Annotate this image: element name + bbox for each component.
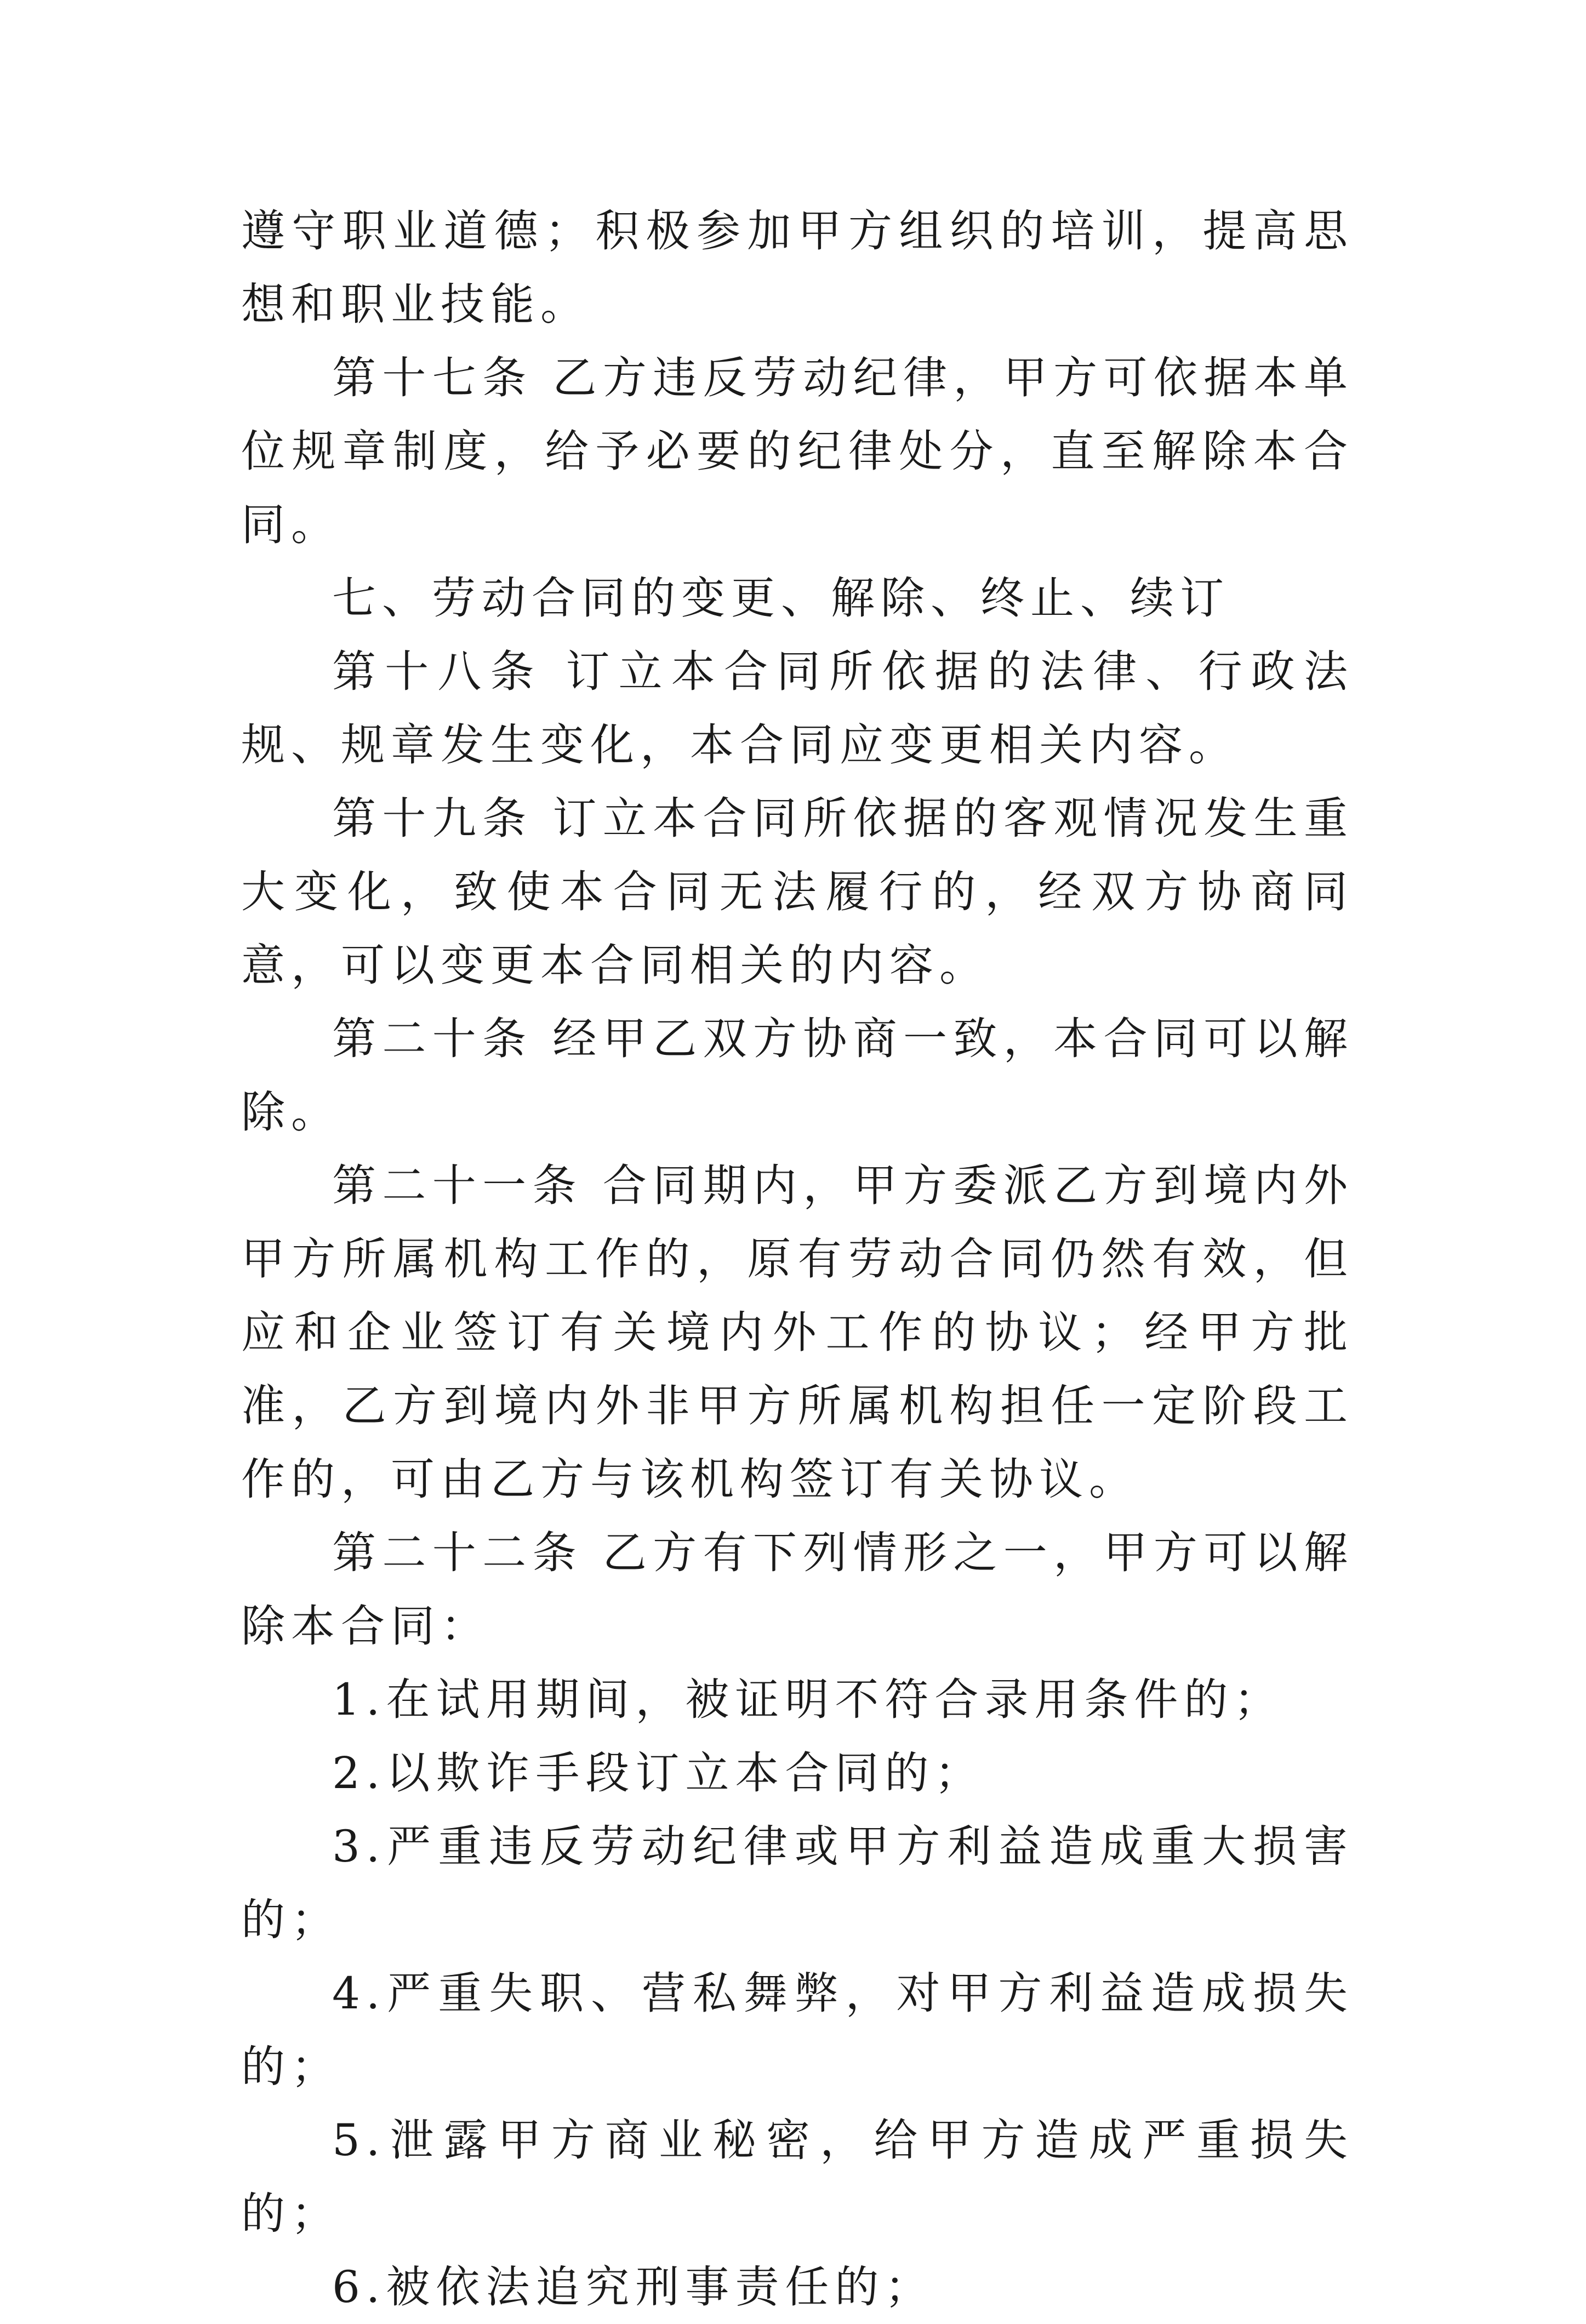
list-item-5: 5.泄露甲方商业秘密，给甲方造成严重损失的； — [241, 2115, 1354, 2239]
article-18: 第十八条 订立本合同所依据的法律、行政法规、规章发生变化，本合同应变更相关内容。 — [241, 646, 1354, 770]
list-item-3: 3.严重违反劳动纪律或甲方利益造成重大损害的； — [241, 1821, 1354, 1945]
article-17: 第十七条 乙方违反劳动纪律，甲方可依据本单位规章制度，给予必要的纪律处分，直至解除本合同。 — [241, 352, 1354, 550]
list-item-1: 1.在试用期间，被证明不符合录用条件的； — [332, 1674, 1284, 1725]
section-heading-7: 七、劳动合同的变更、解除、终止、续订 — [332, 573, 1230, 624]
list-item-4: 4.严重失职、营私舞弊，对甲方利益造成损失的； — [241, 1968, 1354, 2092]
paragraph-continuation: 遵守职业道德；积极参加甲方组织的培训，提高思想和职业技能。 — [241, 205, 1354, 330]
list-item-2: 2.以欺诈手段订立本合同的； — [332, 1748, 985, 1798]
article-20: 第二十条 经甲乙双方协商一致，本合同可以解除。 — [241, 1013, 1354, 1138]
article-19: 第十九条 订立本合同所依据的客观情况发生重大变化，致使本合同无法履行的，经双方协商同意，可以变更本合同相关的内容。 — [241, 793, 1354, 991]
document-body — [241, 195, 1354, 2324]
article-21: 第二十一条 合同期内，甲方委派乙方到境内外甲方所属机构工作的，原有劳动合同仍然有效，但应和企业签订有关境内外工作的协议；经甲方批准，乙方到境内外非甲方所属机构担任一定阶段工作的，可由乙方与该机构签订有关协议。 — [241, 1160, 1354, 1505]
article-22: 第二十二条 乙方有下列情形之一，甲方可以解除本合同： — [241, 1527, 1354, 1652]
list-item-6: 6.被依法追究刑事责任的； — [332, 2262, 935, 2312]
